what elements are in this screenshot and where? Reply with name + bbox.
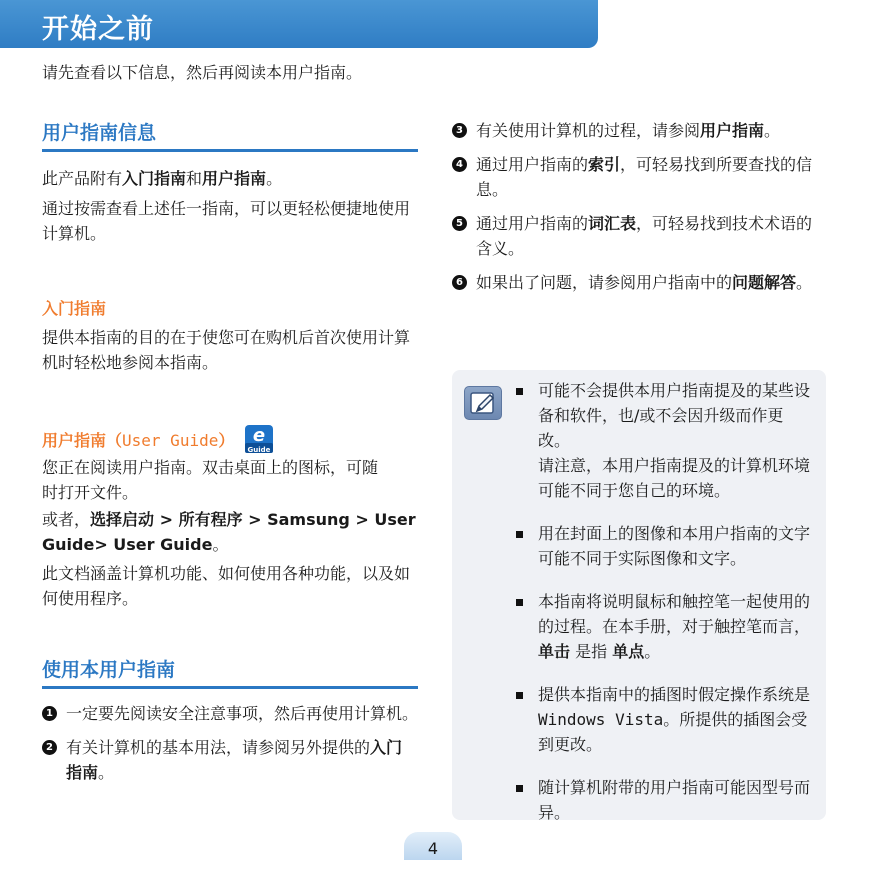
getting-started-p1: 提供本指南的目的在于使您可在购机后首次使用计算机时轻松地参阅本指南。 (42, 328, 411, 372)
list-item: 2 有关计算机的基本用法，请参阅另外提供的入门指南。 (42, 735, 418, 785)
svg-text:e: e (252, 425, 266, 446)
number-6-icon: 6 (452, 275, 467, 290)
title-bar (0, 0, 598, 48)
bullet-square-icon (516, 599, 523, 606)
note-item: 可能不会提供本用户指南提及的某些设备和软件，也/或不会因升级而作更改。 请注意，本用户指南提及的计算机环境可能不同于您自己的环境。 (514, 378, 814, 503)
guide-info-p2: 通过按需查看上述任一指南，可以更轻松便捷地使用计算机。 (42, 199, 411, 243)
user-guide-p3: 此文档涵盖计算机功能、如何使用各种功能，以及如何使用程序。 (42, 564, 411, 608)
number-5-icon: 5 (452, 216, 467, 231)
note-item: 随计算机附带的用户指南可能因型号而异。 (514, 775, 814, 825)
note-item: 本指南将说明鼠标和触控笔一起使用的的过程。在本手册，对于触控笔而言，单击 是指 单点。 (514, 589, 814, 664)
section-heading-guide-info: 用户指南信息 (42, 118, 418, 152)
list-item: 5 通过用户指南的词汇表，可轻易找到技术术语的含义。 (452, 211, 826, 261)
using-list-right (452, 118, 826, 304)
subheading-user-guide: 用户指南（User Guide） e Guide (42, 424, 274, 454)
page-number: 4 (404, 832, 462, 860)
intro-text: 请先查看以下信息，然后再阅读本用户指南。 (42, 63, 363, 82)
section-heading-using: 使用本用户指南 (42, 655, 418, 689)
guide-info-p1: 此产品附有入门指南和用户指南。 (42, 169, 283, 188)
svg-text:Guide: Guide (247, 446, 271, 454)
note-box (452, 370, 826, 820)
user-guide-p2: 或者，选择启动 > 所有程序 > Samsung > User Guide> User Guide。 (42, 510, 416, 554)
user-guide-desktop-icon (244, 424, 274, 454)
number-3-icon: 3 (452, 123, 467, 138)
user-guide-p1: 您正在阅读用户指南。双击桌面上的图标，可随时打开文件。 (42, 458, 379, 502)
number-2-icon: 2 (42, 740, 57, 755)
note-item: 提供本指南中的插图时假定操作系统是 Windows Vista。所提供的插图会受到更改。 (514, 682, 814, 757)
bullet-square-icon (516, 531, 523, 538)
number-4-icon: 4 (452, 157, 467, 172)
note-list (514, 378, 814, 843)
bullet-square-icon (516, 785, 523, 792)
pencil-note-icon (464, 386, 502, 420)
number-1-icon: 1 (42, 706, 57, 721)
subheading-getting-started: 入门指南 (42, 299, 107, 318)
using-list-left (42, 701, 418, 794)
bullet-square-icon (516, 692, 523, 699)
bullet-square-icon (516, 388, 523, 395)
list-item: 3 有关使用计算机的过程，请参阅用户指南。 (452, 118, 826, 143)
list-item: 1 一定要先阅读安全注意事项，然后再使用计算机。 (42, 701, 418, 726)
list-item: 6 如果出了问题，请参阅用户指南中的问题解答。 (452, 270, 826, 295)
list-item: 4 通过用户指南的索引，可轻易找到所要查找的信息。 (452, 152, 826, 202)
note-item: 用在封面上的图像和本用户指南的文字可能不同于实际图像和文字。 (514, 521, 814, 571)
page-title: 开始之前 (42, 14, 154, 45)
